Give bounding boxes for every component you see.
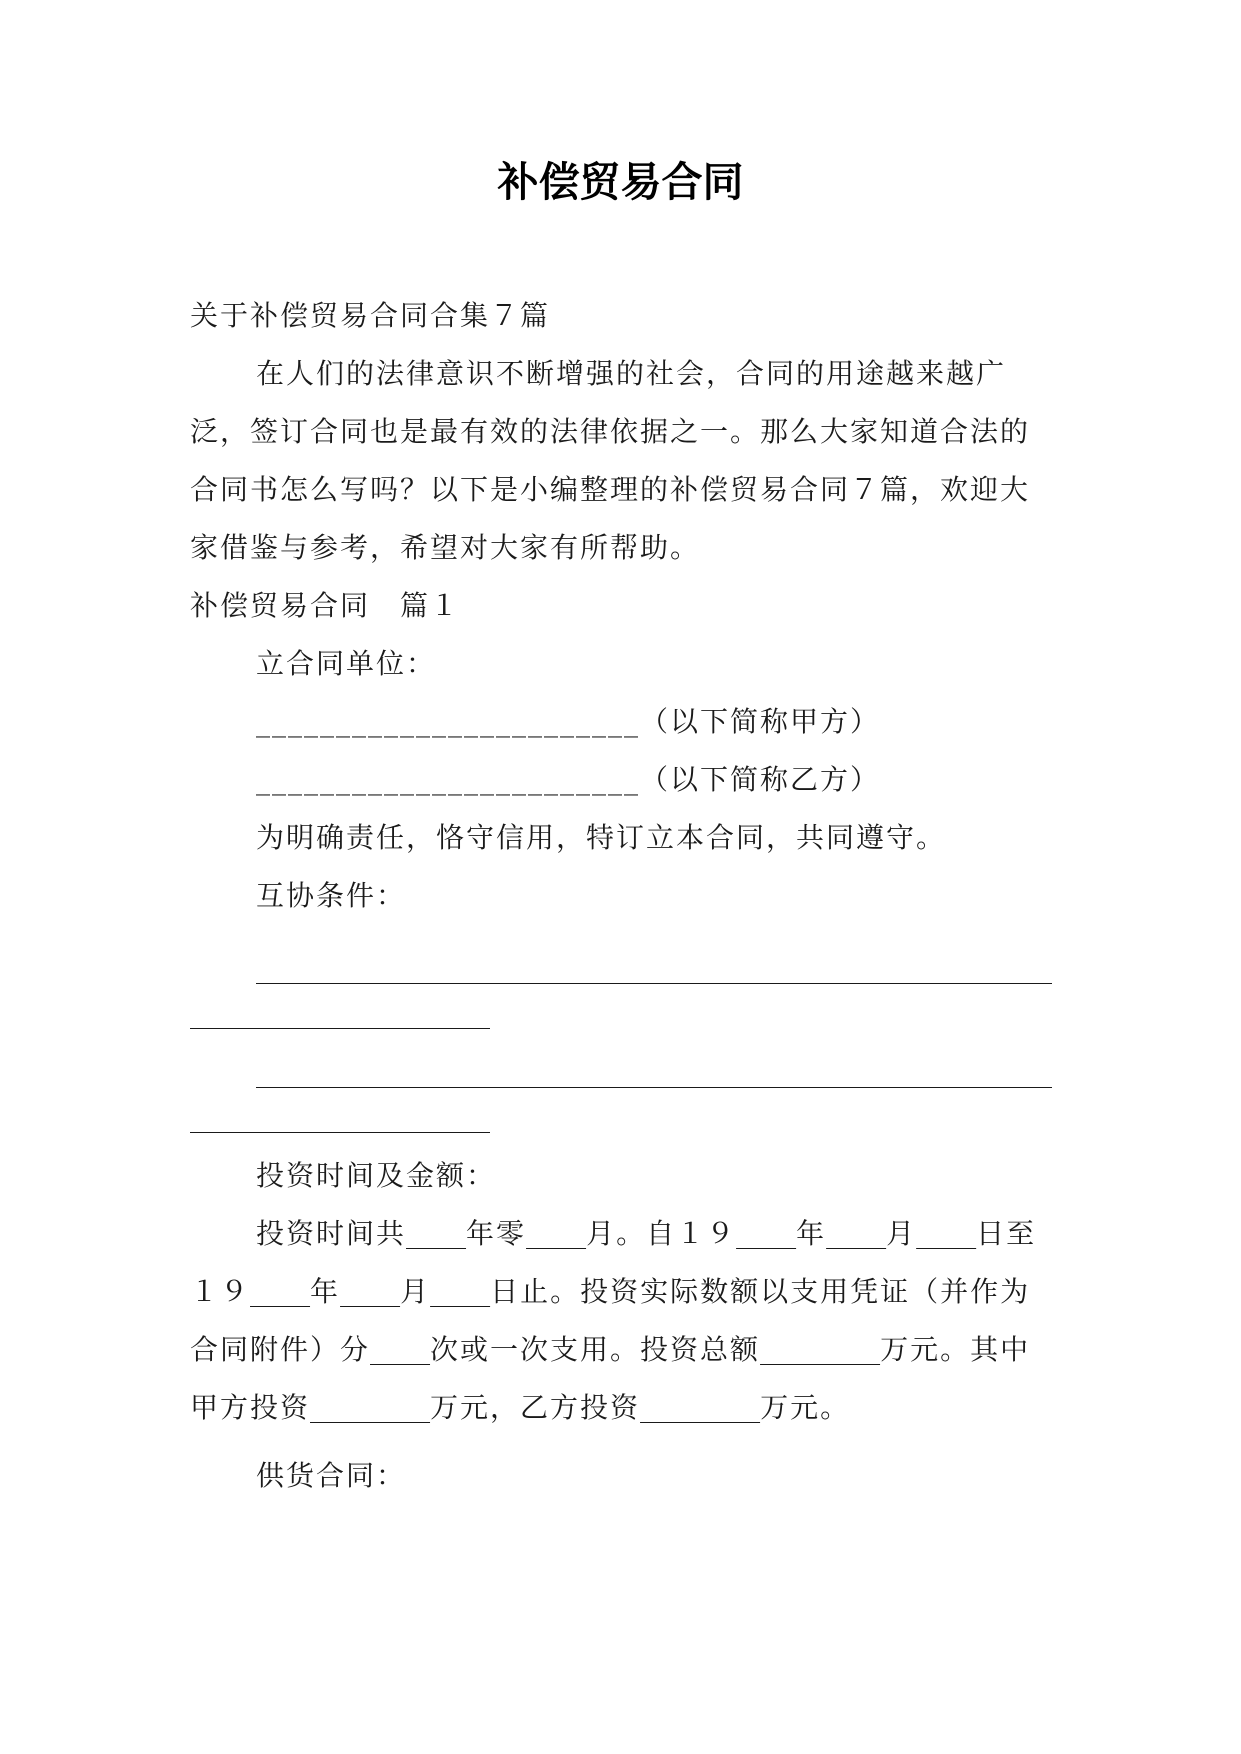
fill-blank	[310, 1391, 430, 1424]
text-run: 年	[310, 1275, 341, 1308]
text-run: 次或一次支用。投资总额	[430, 1333, 761, 1366]
cooperation-label: 互协条件：	[256, 879, 407, 912]
fill-blank	[340, 1275, 400, 1308]
fill-blank	[916, 1217, 976, 1250]
text-run: 月。自１９	[586, 1217, 737, 1250]
fill-blank	[826, 1217, 886, 1250]
investment-paragraph	[190, 1205, 1052, 1437]
party-a-blank: ________________________	[256, 705, 640, 738]
text-run: 日止。投资实际数额以支用凭证（并作为合同附件）分	[190, 1275, 1031, 1366]
text-run: 月	[400, 1275, 431, 1308]
parties-label: 立合同单位：	[256, 647, 437, 680]
party-a-suffix: （以下简称甲方）	[640, 705, 881, 738]
fill-blank	[430, 1275, 490, 1308]
fill-blank-line	[256, 939, 1052, 984]
intro-paragraph: 在人们的法律意识不断增强的社会，合同的用途越来越广泛，签订合同也是最有效的法律依据之一。那么大家知道合法的合同书怎么写吗？以下是小编整理的补偿贸易合同７篇，欢迎大家借鉴与参考，希望对大家有所帮助。	[190, 357, 1031, 564]
purpose-paragraph: 为明确责任，恪守信用，特订立本合同，共同遵守。	[256, 821, 947, 854]
fill-blank-line	[256, 1043, 1052, 1088]
text-run: 日至１９	[190, 1217, 1037, 1308]
party-a-line	[190, 693, 1052, 751]
fill-blank-line	[190, 1088, 490, 1133]
fill-blank	[640, 1391, 760, 1424]
document-title: 补偿贸易合同	[497, 158, 744, 206]
party-b-line	[190, 751, 1052, 809]
fill-blank	[406, 1217, 466, 1250]
party-b-blank: ________________________	[256, 763, 640, 796]
fill-blank	[370, 1333, 430, 1366]
text-run: 投资时间共	[256, 1217, 407, 1250]
fill-blank	[760, 1333, 880, 1366]
text-run: 年	[796, 1217, 827, 1250]
fill-blank	[736, 1217, 796, 1250]
text-run: 万元。其中甲方投资	[190, 1333, 1031, 1424]
text-run: 万元，乙方投资	[430, 1391, 641, 1424]
text-run: 年零	[466, 1217, 527, 1250]
investment-label: 投资时间及金额：	[256, 1159, 497, 1192]
fill-blank-line	[190, 984, 490, 1029]
section-heading: 补偿贸易合同 篇１	[190, 589, 461, 622]
party-b-suffix: （以下简称乙方）	[640, 763, 881, 796]
supply-contract-label: 供货合同：	[256, 1459, 407, 1492]
fill-blank	[526, 1217, 586, 1250]
text-run: 月	[886, 1217, 917, 1250]
document-body	[190, 287, 1052, 1505]
document-subtitle: 关于补偿贸易合同合集７篇	[190, 299, 551, 332]
text-run: 万元。	[760, 1391, 851, 1424]
fill-blank	[250, 1275, 310, 1308]
